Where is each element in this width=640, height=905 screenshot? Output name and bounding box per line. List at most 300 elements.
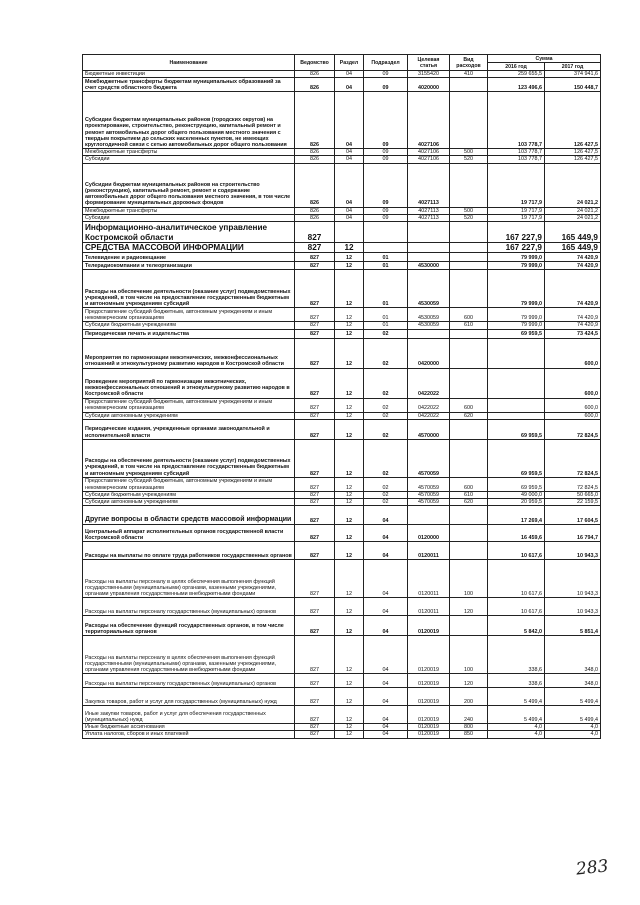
row-podrazdel: 09: [364, 149, 408, 156]
row-vedomstvo: 826: [295, 92, 335, 149]
row-name: Субсидии бюджетным учреждениям: [83, 322, 295, 329]
row-razdel: [335, 222, 364, 243]
row-razdel: 12: [335, 731, 364, 738]
row-vid-rashodov: 120: [450, 674, 488, 688]
row-podrazdel: 04: [364, 688, 408, 706]
table-row: [83, 149, 601, 156]
row-cel-statia: 4027113: [408, 214, 450, 221]
row-name: Телерадиокомпании и телеорганизации: [83, 262, 295, 270]
row-podrazdel: 02: [364, 439, 408, 477]
row-cel-statia: 4570059: [408, 439, 450, 477]
row-name: Субсидии бюджетам муниципальных районов на строительство (реконструкцию), капитальный ремонт, ремонт и содержание автомобильных дорог общего пользования местного значения, в том числе формирование муниципальных дорожных фондов: [83, 163, 295, 207]
table-row: [83, 598, 601, 616]
row-sum-2016: 4,0: [488, 724, 545, 731]
row-podrazdel: 04: [364, 674, 408, 688]
row-vedomstvo: 827: [295, 222, 335, 243]
row-podrazdel: 02: [364, 329, 408, 338]
row-vedomstvo: 827: [295, 253, 335, 262]
row-cel-statia: 4530000: [408, 262, 450, 270]
row-razdel: 12: [335, 674, 364, 688]
row-razdel: 12: [335, 506, 364, 525]
row-podrazdel: 04: [364, 731, 408, 738]
table-row: [83, 706, 601, 724]
budget-table: [82, 54, 601, 739]
row-sum-2017: 10 943,3: [545, 542, 601, 560]
row-sum-2016: 69 959,5: [488, 329, 545, 338]
row-cel-statia: 0120019: [408, 731, 450, 738]
row-razdel: 12: [335, 338, 364, 368]
row-vid-rashodov: [450, 163, 488, 207]
row-name: Субсидии бюджетам муниципальных районов (городских округов) на проектирование, строительство, реконструкцию, капитальный ремонт и ремонт автомобильных дорог общего пользования местного значения с твердым покрытием до сельских населенных пунктов, не имеющих круглогодичной связи с сетью автомобильных дорог общего пользования: [83, 92, 295, 149]
row-name: Информационно-аналитическое управление Костромской области: [83, 222, 295, 243]
row-name: Периодическая печать и издательства: [83, 329, 295, 338]
row-vid-rashodov: 500: [450, 149, 488, 156]
row-cel-statia: 4530059: [408, 270, 450, 308]
table-row: [83, 262, 601, 270]
row-sum-2016: 10 617,6: [488, 598, 545, 616]
row-name: Расходы на обеспечение деятельности (оказание услуг) подведомственных учреждений, в том числе на предоставление государственным бюджетным и автономным учреждениям субсидий: [83, 270, 295, 308]
row-cel-statia: 4027106: [408, 156, 450, 163]
table-row: [83, 616, 601, 636]
row-vedomstvo: 827: [295, 674, 335, 688]
row-vedomstvo: 827: [295, 477, 335, 491]
row-podrazdel: 02: [364, 419, 408, 439]
row-sum-2016: 5 842,0: [488, 616, 545, 636]
table-row: [83, 163, 601, 207]
row-razdel: 12: [335, 412, 364, 419]
row-vid-rashodov: 620: [450, 412, 488, 419]
row-cel-statia: 0120019: [408, 674, 450, 688]
row-vid-rashodov: 600: [450, 308, 488, 322]
row-name: Центральный аппарат исполнительных органов государственной власти Костромской области: [83, 525, 295, 542]
row-sum-2017: 348,0: [545, 674, 601, 688]
row-razdel: 12: [335, 419, 364, 439]
table-row: [83, 560, 601, 598]
row-sum-2016: 338,6: [488, 636, 545, 674]
row-vid-rashodov: [450, 78, 488, 92]
row-cel-statia: [408, 329, 450, 338]
row-podrazdel: 04: [364, 525, 408, 542]
row-podrazdel: [364, 243, 408, 253]
row-razdel: 12: [335, 598, 364, 616]
row-podrazdel: 04: [364, 616, 408, 636]
table-row: [83, 308, 601, 322]
row-cel-statia: 0120019: [408, 688, 450, 706]
table-row: [83, 222, 601, 243]
row-sum-2017: 73 424,5: [545, 329, 601, 338]
row-sum-2016: 103 778,7: [488, 149, 545, 156]
row-sum-2016: 79 999,0: [488, 270, 545, 308]
row-cel-statia: 4530059: [408, 308, 450, 322]
row-sum-2017: 10 943,3: [545, 598, 601, 616]
row-name: Телевидение и радиовещание: [83, 253, 295, 262]
row-sum-2016: 79 999,0: [488, 322, 545, 329]
row-name: Субсидии: [83, 156, 295, 163]
row-vid-rashodov: 600: [450, 398, 488, 412]
row-vid-rashodov: 100: [450, 636, 488, 674]
row-vedomstvo: 826: [295, 207, 335, 214]
row-sum-2016: [488, 368, 545, 398]
row-razdel: 04: [335, 214, 364, 221]
row-sum-2016: 69 959,5: [488, 419, 545, 439]
table-row: [83, 92, 601, 149]
row-name: Периодические издания, учрежденные органами законодательной и исполнительной власти: [83, 419, 295, 439]
row-sum-2017: 165 449,9: [545, 222, 601, 243]
row-vedomstvo: 827: [295, 262, 335, 270]
row-name: Проведение мероприятий по гармонизации межэтнических, межконфессиональных отношений и этнокультурному развитию народов в Костромской области: [83, 368, 295, 398]
table-row: [83, 270, 601, 308]
row-razdel: 12: [335, 322, 364, 329]
row-sum-2016: 69 959,5: [488, 439, 545, 477]
row-podrazdel: 09: [364, 92, 408, 149]
row-razdel: 12: [335, 398, 364, 412]
row-razdel: 12: [335, 253, 364, 262]
row-name: Межбюджетные трансферты бюджетам муниципальных образований за счет средств областного бюджета: [83, 78, 295, 92]
row-podrazdel: 01: [364, 253, 408, 262]
row-podrazdel: 04: [364, 636, 408, 674]
row-sum-2016: 10 617,6: [488, 542, 545, 560]
table-row: [83, 724, 601, 731]
row-name: Иные бюджетные ассигнования: [83, 724, 295, 731]
row-cel-statia: 0120019: [408, 616, 450, 636]
row-cel-statia: 0420000: [408, 338, 450, 368]
row-cel-statia: 4530059: [408, 322, 450, 329]
table-row: [83, 329, 601, 338]
row-sum-2016: [488, 398, 545, 412]
row-sum-2017: 165 449,9: [545, 243, 601, 253]
row-vid-rashodov: 200: [450, 688, 488, 706]
row-sum-2016: 49 000,0: [488, 491, 545, 498]
row-sum-2017: 4,0: [545, 724, 601, 731]
row-podrazdel: 04: [364, 506, 408, 525]
row-vid-rashodov: [450, 92, 488, 149]
row-vid-rashodov: [450, 525, 488, 542]
table-row: [83, 338, 601, 368]
header-2017: 2017 год: [545, 63, 601, 71]
row-vid-rashodov: 610: [450, 491, 488, 498]
table-row: [83, 243, 601, 253]
row-cel-statia: [408, 506, 450, 525]
row-sum-2016: 19 717,9: [488, 214, 545, 221]
row-razdel: 12: [335, 499, 364, 506]
row-sum-2017: 72 824,5: [545, 419, 601, 439]
row-razdel: 12: [335, 439, 364, 477]
row-vedomstvo: 827: [295, 616, 335, 636]
row-sum-2017: 72 824,5: [545, 477, 601, 491]
header-vedomstvo: Ведомство: [295, 55, 335, 71]
row-name: Межбюджетные трансферты: [83, 207, 295, 214]
row-name: Предоставление субсидий бюджетным, автономным учреждениям и иным некоммерческим организациям: [83, 477, 295, 491]
row-sum-2016: 5 499,4: [488, 688, 545, 706]
row-razdel: 04: [335, 78, 364, 92]
row-sum-2017: 74 420,9: [545, 308, 601, 322]
row-vedomstvo: 827: [295, 706, 335, 724]
row-vid-rashodov: 520: [450, 156, 488, 163]
table-header: [83, 55, 601, 71]
row-razdel: 12: [335, 368, 364, 398]
row-razdel: 12: [335, 616, 364, 636]
row-podrazdel: 01: [364, 308, 408, 322]
row-vedomstvo: 826: [295, 163, 335, 207]
row-sum-2016: 79 999,0: [488, 253, 545, 262]
row-vid-rashodov: [450, 270, 488, 308]
row-vid-rashodov: [450, 253, 488, 262]
table-row: [83, 491, 601, 498]
row-name: Субсидии бюджетным учреждениям: [83, 491, 295, 498]
row-cel-statia: 4027113: [408, 163, 450, 207]
row-sum-2017: 5 851,4: [545, 616, 601, 636]
row-sum-2016: [488, 412, 545, 419]
row-cel-statia: [408, 253, 450, 262]
table-row: [83, 499, 601, 506]
row-sum-2017: 600,0: [545, 338, 601, 368]
row-podrazdel: 04: [364, 598, 408, 616]
row-cel-statia: 4027106: [408, 149, 450, 156]
row-sum-2017: 374 941,6: [545, 71, 601, 78]
row-razdel: 12: [335, 542, 364, 560]
row-cel-statia: 4027113: [408, 207, 450, 214]
row-name: Расходы на выплаты персоналу в целях обеспечения выполнения функций государственными (муниципальными) органами, казенными учреждениями, органами управления государственными внебюджетными фондами: [83, 560, 295, 598]
row-razdel: 04: [335, 156, 364, 163]
row-vedomstvo: 827: [295, 270, 335, 308]
row-vedomstvo: 827: [295, 731, 335, 738]
row-podrazdel: 02: [364, 499, 408, 506]
table-row: [83, 253, 601, 262]
row-sum-2017: 72 824,5: [545, 439, 601, 477]
row-vedomstvo: 827: [295, 525, 335, 542]
row-razdel: 12: [335, 243, 364, 253]
row-sum-2016: 103 778,7: [488, 156, 545, 163]
header-2016: 2016 год: [488, 63, 545, 71]
row-sum-2017: 74 420,9: [545, 253, 601, 262]
row-name: Расходы на выплаты персоналу в целях обеспечения выполнения функций государственными (муниципальными) органами, казенными учреждениями, органами управления государственными внебюджетными фондами: [83, 636, 295, 674]
row-vid-rashodov: 520: [450, 214, 488, 221]
row-podrazdel: 09: [364, 71, 408, 78]
row-vid-rashodov: 500: [450, 207, 488, 214]
row-vid-rashodov: 610: [450, 322, 488, 329]
row-vedomstvo: 827: [295, 368, 335, 398]
row-sum-2016: 79 999,0: [488, 262, 545, 270]
row-sum-2016: 10 617,6: [488, 560, 545, 598]
row-sum-2017: 74 420,9: [545, 322, 601, 329]
row-cel-statia: 0120019: [408, 724, 450, 731]
row-cel-statia: 0120011: [408, 560, 450, 598]
row-vedomstvo: 827: [295, 322, 335, 329]
row-vedomstvo: 827: [295, 439, 335, 477]
table-row: [83, 412, 601, 419]
row-sum-2016: 79 999,0: [488, 308, 545, 322]
table-row: [83, 398, 601, 412]
row-vedomstvo: 827: [295, 338, 335, 368]
row-razdel: 12: [335, 724, 364, 731]
row-sum-2017: 600,0: [545, 398, 601, 412]
row-vedomstvo: 826: [295, 156, 335, 163]
row-cel-statia: 4570059: [408, 491, 450, 498]
row-sum-2016: 69 959,5: [488, 477, 545, 491]
row-razdel: 04: [335, 207, 364, 214]
row-vid-rashodov: 410: [450, 71, 488, 78]
row-name: Мероприятия по гармонизации межэтнических, межконфессиональных отношений и этнокультурному развитию народов в Костромской области: [83, 338, 295, 368]
row-razdel: 12: [335, 706, 364, 724]
table-row: [83, 214, 601, 221]
row-razdel: 12: [335, 308, 364, 322]
table-row: [83, 542, 601, 560]
row-vid-rashodov: [450, 338, 488, 368]
row-razdel: 12: [335, 525, 364, 542]
row-sum-2016: 17 269,4: [488, 506, 545, 525]
header-name: Наименование: [83, 55, 295, 71]
header-summa: Сумма: [488, 55, 601, 63]
row-sum-2017: 150 448,7: [545, 78, 601, 92]
row-cel-statia: 4027106: [408, 92, 450, 149]
row-cel-statia: 0120000: [408, 525, 450, 542]
row-vid-rashodov: [450, 419, 488, 439]
row-podrazdel: 02: [364, 477, 408, 491]
table-row: [83, 368, 601, 398]
row-cel-statia: 0120019: [408, 636, 450, 674]
row-podrazdel: 09: [364, 163, 408, 207]
row-vid-rashodov: 800: [450, 724, 488, 731]
row-sum-2016: 259 655,5: [488, 71, 545, 78]
header-cel-statia: Целевая статья: [408, 55, 450, 71]
row-vid-rashodov: [450, 368, 488, 398]
row-podrazdel: 09: [364, 214, 408, 221]
row-name: Субсидии автономным учреждениям: [83, 412, 295, 419]
row-vedomstvo: 827: [295, 688, 335, 706]
row-vedomstvo: 826: [295, 71, 335, 78]
row-vedomstvo: 827: [295, 243, 335, 253]
table-row: [83, 71, 601, 78]
row-name: Субсидии автономным учреждениям: [83, 499, 295, 506]
row-vedomstvo: 827: [295, 724, 335, 731]
row-razdel: 12: [335, 262, 364, 270]
header-vid-rashodov: Вид расходов: [450, 55, 488, 71]
row-name: Предоставление субсидий бюджетным, автономным учреждениям и иным некоммерческим организациям: [83, 398, 295, 412]
row-cel-statia: 0120011: [408, 598, 450, 616]
row-vid-rashodov: 850: [450, 731, 488, 738]
row-cel-statia: 0422022: [408, 398, 450, 412]
row-sum-2017: 16 794,7: [545, 525, 601, 542]
table-row: [83, 506, 601, 525]
row-vedomstvo: 826: [295, 214, 335, 221]
table-row: [83, 731, 601, 738]
row-podrazdel: 02: [364, 338, 408, 368]
row-sum-2017: 17 604,5: [545, 506, 601, 525]
row-sum-2016: [488, 338, 545, 368]
row-name: Расходы на выплаты персоналу государственных (муниципальных) органов: [83, 598, 295, 616]
row-sum-2017: 74 420,9: [545, 270, 601, 308]
row-vid-rashodov: [450, 542, 488, 560]
row-sum-2016: 4,0: [488, 731, 545, 738]
row-podrazdel: 04: [364, 542, 408, 560]
row-podrazdel: 04: [364, 706, 408, 724]
row-podrazdel: 02: [364, 412, 408, 419]
row-sum-2017: 126 427,5: [545, 149, 601, 156]
row-sum-2016: 338,6: [488, 674, 545, 688]
row-name: Межбюджетные трансферты: [83, 149, 295, 156]
row-name: Расходы на выплаты по оплате труда работников государственных органов: [83, 542, 295, 560]
row-razdel: 04: [335, 92, 364, 149]
row-sum-2017: 24 021,2: [545, 163, 601, 207]
row-podrazdel: 04: [364, 560, 408, 598]
row-podrazdel: 04: [364, 724, 408, 731]
row-cel-statia: [408, 243, 450, 253]
row-cel-statia: 0422022: [408, 368, 450, 398]
row-sum-2017: 126 427,5: [545, 156, 601, 163]
row-vedomstvo: 827: [295, 560, 335, 598]
table-row: [83, 419, 601, 439]
row-vid-rashodov: 620: [450, 499, 488, 506]
row-vid-rashodov: [450, 616, 488, 636]
row-razdel: 04: [335, 163, 364, 207]
row-podrazdel: 02: [364, 368, 408, 398]
row-vid-rashodov: [450, 222, 488, 243]
row-podrazdel: 09: [364, 156, 408, 163]
row-sum-2017: 348,0: [545, 636, 601, 674]
row-razdel: 12: [335, 270, 364, 308]
row-vedomstvo: 827: [295, 329, 335, 338]
row-vid-rashodov: [450, 506, 488, 525]
row-sum-2016: 19 717,9: [488, 163, 545, 207]
row-sum-2016: 103 778,7: [488, 92, 545, 149]
table-body: [83, 71, 601, 739]
row-vedomstvo: 827: [295, 491, 335, 498]
row-sum-2017: 10 943,3: [545, 560, 601, 598]
row-vedomstvo: 827: [295, 636, 335, 674]
row-razdel: 04: [335, 149, 364, 156]
row-cel-statia: 4020000: [408, 78, 450, 92]
row-sum-2017: 74 420,9: [545, 262, 601, 270]
row-vid-rashodov: 120: [450, 598, 488, 616]
table-row: [83, 525, 601, 542]
row-name: Расходы на выплаты персоналу государственных (муниципальных) органов: [83, 674, 295, 688]
row-name: Другие вопросы в области средств массовой информации: [83, 506, 295, 525]
row-razdel: 12: [335, 688, 364, 706]
row-vid-rashodov: [450, 262, 488, 270]
row-vid-rashodov: 600: [450, 477, 488, 491]
row-name: СРЕДСТВА МАССОВОЙ ИНФОРМАЦИИ: [83, 243, 295, 253]
row-sum-2017: 24 021,2: [545, 214, 601, 221]
row-name: Предоставление субсидий бюджетным, автономным учреждениям и иным некоммерческим организациям: [83, 308, 295, 322]
header-razdel: Раздел: [335, 55, 364, 71]
row-podrazdel: 01: [364, 262, 408, 270]
table-row: [83, 439, 601, 477]
row-vedomstvo: 827: [295, 499, 335, 506]
row-vedomstvo: 827: [295, 412, 335, 419]
row-cel-statia: 0120011: [408, 542, 450, 560]
row-podrazdel: 01: [364, 270, 408, 308]
row-sum-2017: 22 159,5: [545, 499, 601, 506]
row-vid-rashodov: 240: [450, 706, 488, 724]
row-podrazdel: 01: [364, 322, 408, 329]
row-name: Расходы на обеспечение функций государственных органов, в том числе территориальных органов: [83, 616, 295, 636]
row-sum-2017: 600,0: [545, 412, 601, 419]
row-razdel: 12: [335, 491, 364, 498]
row-sum-2016: 20 959,5: [488, 499, 545, 506]
row-sum-2017: 600,0: [545, 368, 601, 398]
row-sum-2016: 16 459,6: [488, 525, 545, 542]
row-name: Субсидии: [83, 214, 295, 221]
row-razdel: 12: [335, 329, 364, 338]
row-vedomstvo: 827: [295, 506, 335, 525]
row-vedomstvo: 826: [295, 78, 335, 92]
row-vedomstvo: 827: [295, 542, 335, 560]
row-sum-2016: 167 227,9: [488, 222, 545, 243]
row-vid-rashodov: [450, 243, 488, 253]
table-row: [83, 156, 601, 163]
row-name: Расходы на обеспечение деятельности (оказание услуг) подведомственных учреждений, в том числе на предоставление государственным бюджетным и автономным учреждениям субсидий: [83, 439, 295, 477]
row-razdel: 04: [335, 71, 364, 78]
